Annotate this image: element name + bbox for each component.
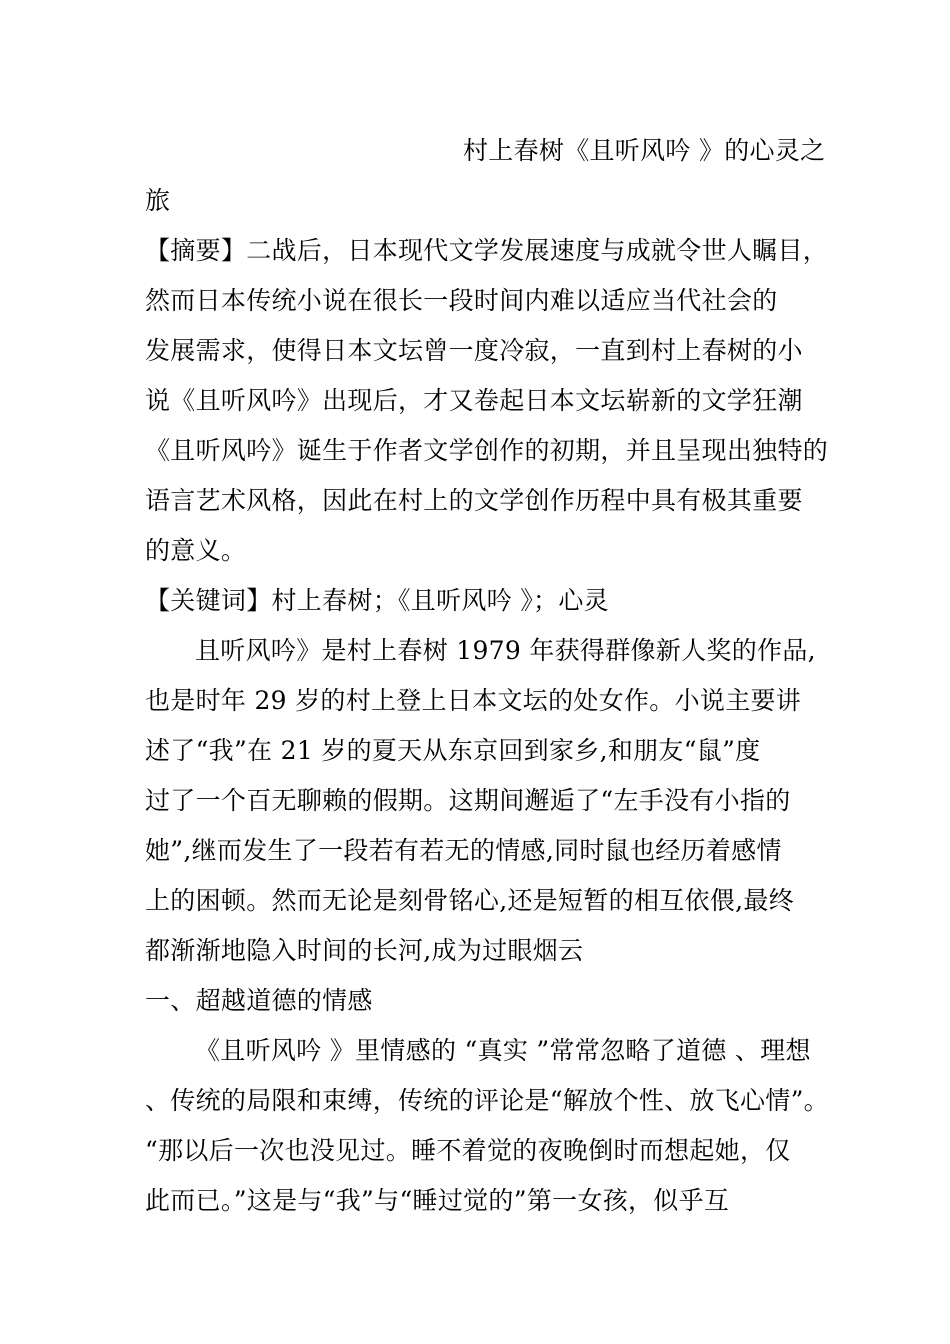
intro-paragraph xyxy=(145,626,815,976)
section-heading: 一、超越道德的情感 xyxy=(145,986,373,1015)
document-title: 村上春树《且听风吟 》的心灵之 xyxy=(463,136,826,165)
section1-paragraph xyxy=(145,1026,829,1226)
intro-line: 述了“我”在 21 岁的夏天从东京回到家乡,和朋友“鼠”度 xyxy=(145,736,761,765)
abstract-line: 【摘要】二战后，日本现代文学发展速度与成就令世人瞩目， xyxy=(145,236,829,265)
section1-line: 此而已。”这是与“我”与“睡过觉的”第一女孩，似乎互 xyxy=(145,1186,730,1215)
intro-line: 过了一个百无聊赖的假期。这期间邂逅了“左手没有小指的 xyxy=(145,786,791,815)
document-body xyxy=(145,126,829,1226)
abstract-line: 然而日本传统小说在很长一段时间内难以适应当代社会的 xyxy=(145,286,778,315)
abstract-line: 《且听风吟》诞生于作者文学创作的初期，并且呈现出独特的 xyxy=(145,436,829,465)
document-title-continuation: 旅 xyxy=(145,186,171,215)
intro-line: 都渐渐地隐入时间的长河,成为过眼烟云 xyxy=(145,936,584,965)
section1-line: 《且听风吟 》里情感的 “真实 ”常常忽略了道德 、理想 xyxy=(195,1036,811,1065)
abstract-line: 说《且听风吟》出现后，才又卷起日本文坛崭新的文学狂潮 xyxy=(145,386,803,415)
section1-line: 、传统的局限和束缚，传统的评论是“解放个性、放飞心情”。 xyxy=(145,1086,829,1115)
intro-line: 也是时年 29 岁的村上登上日本文坛的处女作。小说主要讲 xyxy=(145,686,802,715)
abstract-paragraph xyxy=(145,226,829,576)
intro-line: 她”,继而发生了一段若有若无的情感,同时鼠也经历着感情 xyxy=(145,836,782,865)
keywords-line: 【关键词】村上春树；《且听风吟 》；心灵 xyxy=(145,586,609,615)
intro-line: 且听风吟》是村上春树 1979 年获得群像新人奖的作品, xyxy=(195,636,816,665)
intro-line: 上的困顿。然而无论是刻骨铭心,还是短暂的相互依偎,最终 xyxy=(145,886,794,915)
section1-line: “那以后一次也没见过。睡不着觉的夜晚倒时而想起她，仅 xyxy=(145,1136,791,1165)
abstract-line: 发展需求，使得日本文坛曾一度冷寂，一直到村上春树的小 xyxy=(145,336,803,365)
abstract-line: 的意义。 xyxy=(145,536,247,565)
abstract-line: 语言艺术风格，因此在村上的文学创作历程中具有极其重要 xyxy=(145,486,803,515)
